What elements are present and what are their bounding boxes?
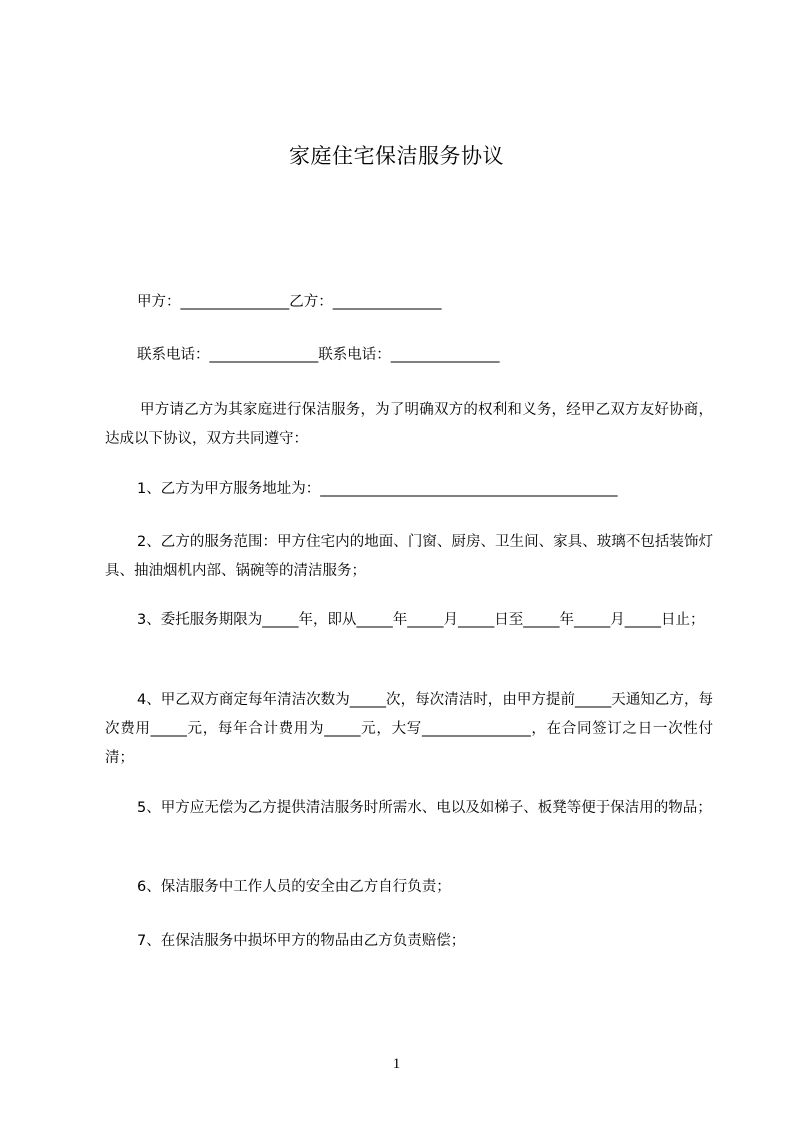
party-line: 甲方：_______________乙方：_______________ xyxy=(137,294,442,310)
clause-5: 5、甲方应无偿为乙方提供清洁服务时所需水、电以及如梯子、板凳等便于保洁用的物品； xyxy=(137,800,712,816)
clause-7: 7、在保洁服务中损坏甲方的物品由乙方负责赔偿； xyxy=(137,933,466,949)
clause-2: 2、乙方的服务范围：甲方住宅内的地面、门窗、厨房、卫生间、家具、玻璃不包括装饰灯具、抽油烟机内部、锅碗等的清洁服务； xyxy=(105,534,713,579)
page-number: 1 xyxy=(392,1056,401,1072)
clause-6: 6、保洁服务中工作人员的安全由乙方自行负责； xyxy=(137,879,451,895)
phone-line: 联系电话：_______________联系电话：_______________ xyxy=(137,347,500,363)
intro-paragraph: 甲方请乙方为其家庭进行保洁服务，为了明确双方的权利和义务，经甲乙双方友好协商，达成以下协议，双方共同遵守： xyxy=(105,402,713,447)
clause-4: 4、甲乙双方商定每年清洁次数为_____次，每次清洁时，由甲方提前_____天通知乙方，每次费用_____元，每年合计费用为_____元，大写_______________，在合同签订之日一次性付清； xyxy=(105,692,713,766)
clause-3: 3、委托服务期限为_____年，即从_____年_____月_____日至_____年_____月_____日止； xyxy=(137,612,705,628)
clause-1: 1、乙方为甲方服务地址为：_________________________________________ xyxy=(137,481,618,497)
document-title: 家庭住宅保洁服务协议 xyxy=(289,144,504,168)
